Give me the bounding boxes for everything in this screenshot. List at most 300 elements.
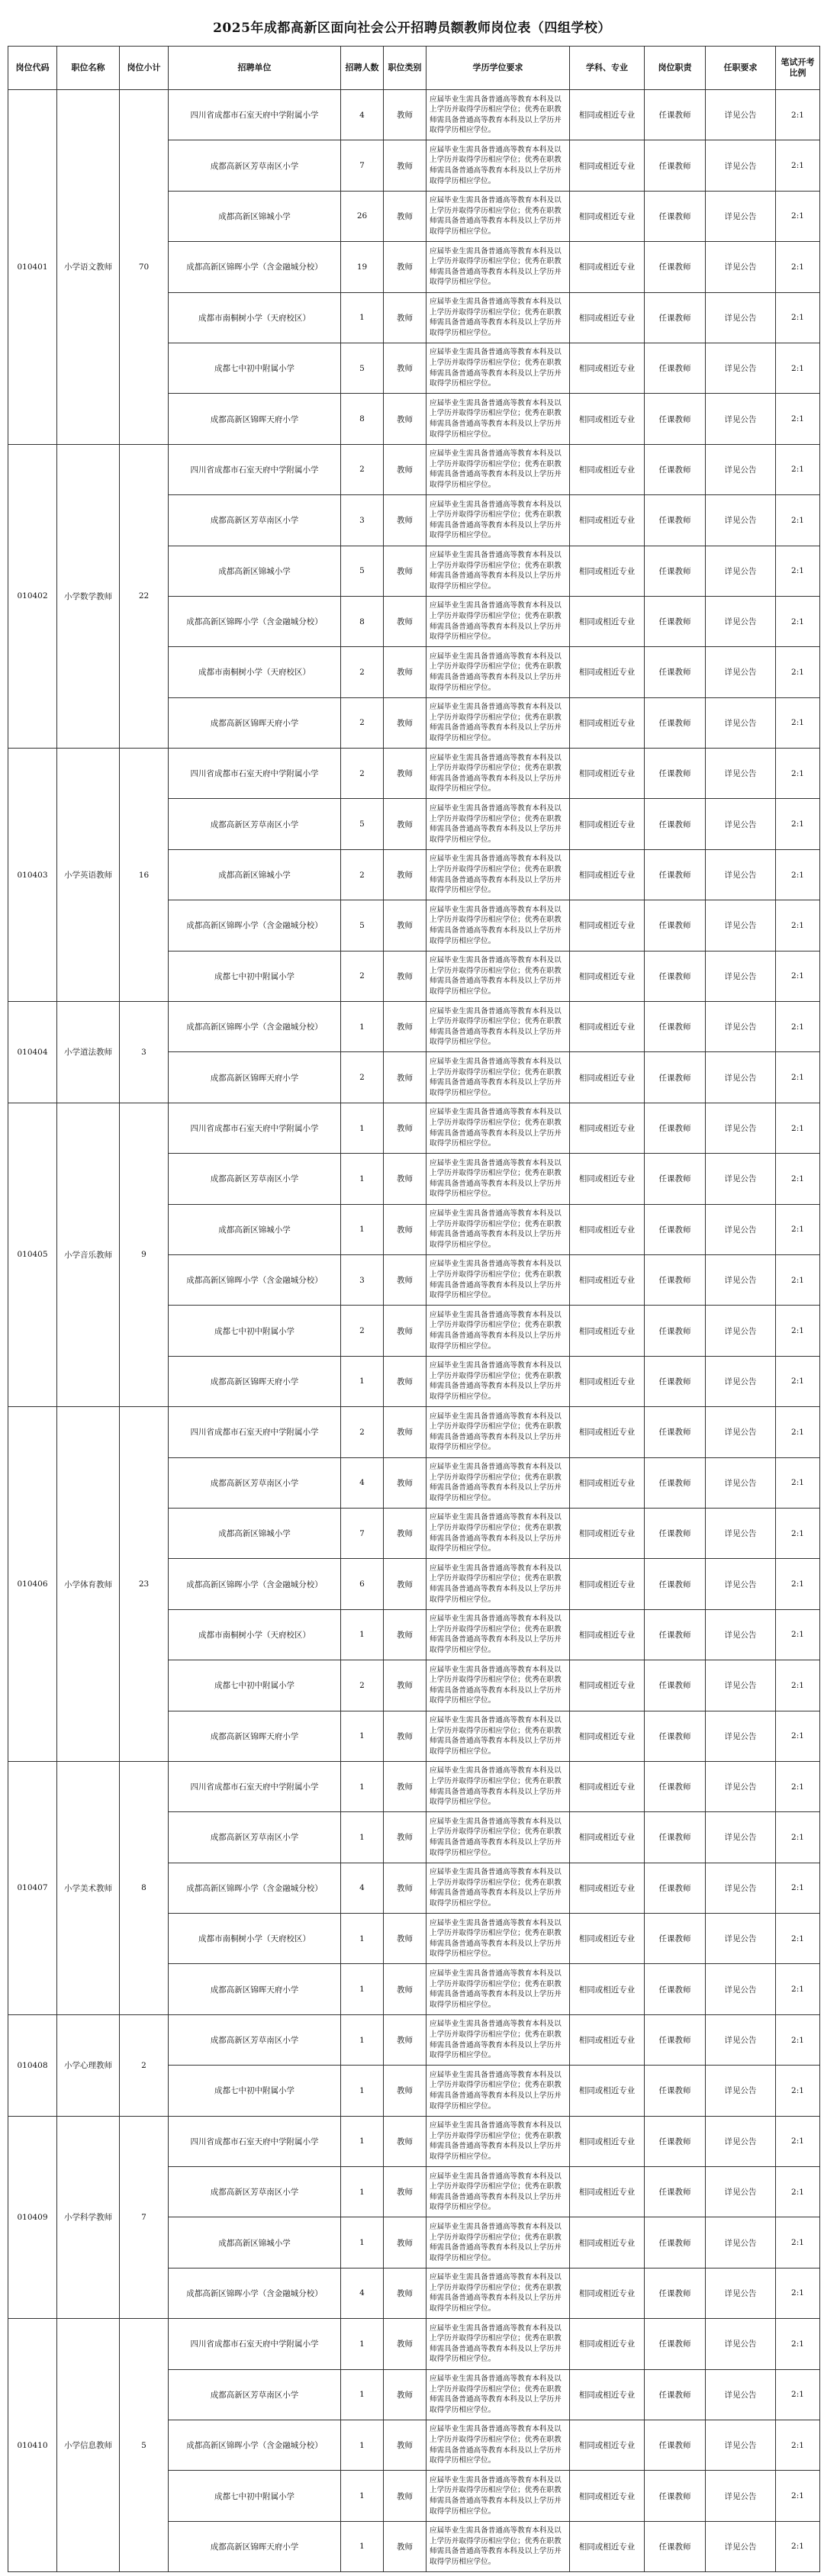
hiring-count: 2: [341, 647, 384, 697]
education-requirement: 应届毕业生需具备普通高等教育本科及以上学历并取得学历相应学位；优秀在职教师需具备普通高等教育本科及以上学历并取得学历相应学位。: [426, 1660, 570, 1711]
job-category: 教师: [384, 2521, 426, 2571]
hiring-unit: 四川省成都市石室天府中学附属小学: [169, 1761, 341, 1811]
education-requirement: 应届毕业生需具备普通高等教育本科及以上学历并取得学历相应学位；优秀在职教师需具备普通高等教育本科及以上学历并取得学历相应学位。: [426, 1761, 570, 1811]
subject-major: 相同或相近专业: [570, 191, 645, 241]
qualification: 详见公告: [706, 1103, 776, 1153]
hiring-count: 1: [341, 2167, 384, 2217]
education-requirement: 应届毕业生需具备普通高等教育本科及以上学历并取得学历相应学位；优秀在职教师需具备普通高等教育本科及以上学历并取得学历相应学位。: [426, 2014, 570, 2065]
education-requirement: 应届毕业生需具备普通高等教育本科及以上学历并取得学历相应学位；优秀在职教师需具备普通高等教育本科及以上学历并取得学历相应学位。: [426, 1407, 570, 1457]
exam-ratio: 2:1: [776, 1002, 820, 1052]
subject-major: 相同或相近专业: [570, 1863, 645, 1913]
exam-ratio: 2:1: [776, 140, 820, 191]
positions-table: [8, 46, 820, 2572]
subject-major: 相同或相近专业: [570, 596, 645, 646]
hiring-count: 1: [341, 2420, 384, 2470]
education-requirement: 应届毕业生需具备普通高等教育本科及以上学历并取得学历相应学位；优秀在职教师需具备普通高等教育本科及以上学历并取得学历相应学位。: [426, 2420, 570, 2470]
subject-major: 相同或相近专业: [570, 1508, 645, 1558]
job-category: 教师: [384, 951, 426, 1001]
qualification: 详见公告: [706, 1761, 776, 1811]
job-duty: 任课教师: [645, 1356, 706, 1406]
job-category: 教师: [384, 2369, 426, 2420]
education-requirement: 应届毕业生需具备普通高等教育本科及以上学历并取得学历相应学位；优秀在职教师需具备普通高等教育本科及以上学历并取得学历相应学位。: [426, 1964, 570, 2014]
education-requirement: 应届毕业生需具备普通高等教育本科及以上学历并取得学历相应学位；优秀在职教师需具备普通高等教育本科及以上学历并取得学历相应学位。: [426, 849, 570, 900]
qualification: 详见公告: [706, 1559, 776, 1609]
hiring-unit: 成都市南桐树小学（天府校区）: [169, 1609, 341, 1660]
header-cell: 招聘单位: [169, 47, 341, 90]
qualification: 详见公告: [706, 1356, 776, 1406]
hiring-count: 2: [341, 1306, 384, 1356]
hiring-count: 2: [341, 749, 384, 799]
hiring-unit: 成都高新区芳草南区小学: [169, 2369, 341, 2420]
hiring-unit: 成都高新区锦晖小学（含金融城分校）: [169, 2268, 341, 2318]
exam-ratio: 2:1: [776, 1306, 820, 1356]
table-row: [8, 1103, 820, 1153]
education-requirement: 应届毕业生需具备普通高等教育本科及以上学历并取得学历相应学位；优秀在职教师需具备普通高等教育本科及以上学历并取得学历相应学位。: [426, 2471, 570, 2521]
job-category: 教师: [384, 242, 426, 292]
job-category: 教师: [384, 1863, 426, 1913]
hiring-unit: 成都高新区锦晖天府小学: [169, 1356, 341, 1406]
job-duty: 任课教师: [645, 444, 706, 494]
job-duty: 任课教师: [645, 849, 706, 900]
hiring-count: 1: [341, 2521, 384, 2571]
job-duty: 任课教师: [645, 1002, 706, 1052]
job-category: 教师: [384, 1812, 426, 1863]
education-requirement: 应届毕业生需具备普通高等教育本科及以上学历并取得学历相应学位；优秀在职教师需具备普通高等教育本科及以上学历并取得学历相应学位。: [426, 1306, 570, 1356]
job-category: 教师: [384, 292, 426, 343]
education-requirement: 应届毕业生需具备普通高等教育本科及以上学历并取得学历相应学位；优秀在职教师需具备普通高等教育本科及以上学历并取得学历相应学位。: [426, 1052, 570, 1103]
hiring-unit: 成都高新区锦晖天府小学: [169, 1711, 341, 1761]
exam-ratio: 2:1: [776, 2116, 820, 2166]
job-duty: 任课教师: [645, 1660, 706, 1711]
exam-ratio: 2:1: [776, 2066, 820, 2116]
qualification: 详见公告: [706, 1964, 776, 2014]
subject-major: 相同或相近专业: [570, 394, 645, 444]
qualification: 详见公告: [706, 2014, 776, 2065]
exam-ratio: 2:1: [776, 1154, 820, 1204]
qualification: 详见公告: [706, 2521, 776, 2571]
qualification: 详见公告: [706, 647, 776, 697]
qualification: 详见公告: [706, 2116, 776, 2166]
hiring-count: 2: [341, 444, 384, 494]
table-row: [8, 2319, 820, 2369]
hiring-count: 26: [341, 191, 384, 241]
exam-ratio: 2:1: [776, 849, 820, 900]
hiring-unit: 成都高新区锦晖小学（含金融城分校）: [169, 1002, 341, 1052]
subject-major: 相同或相近专业: [570, 1052, 645, 1103]
education-requirement: 应届毕业生需具备普通高等教育本科及以上学历并取得学历相应学位；优秀在职教师需具备普通高等教育本科及以上学历并取得学历相应学位。: [426, 1863, 570, 1913]
job-category: 教师: [384, 1761, 426, 1811]
hiring-count: 5: [341, 799, 384, 849]
job-category: 教师: [384, 2471, 426, 2521]
education-requirement: 应届毕业生需具备普通高等教育本科及以上学历并取得学历相应学位；优秀在职教师需具备普通高等教育本科及以上学历并取得学历相应学位。: [426, 140, 570, 191]
subject-major: 相同或相近专业: [570, 1002, 645, 1052]
hiring-unit: 成都高新区锦晖小学（含金融城分校）: [169, 1254, 341, 1305]
position-code: 010408: [8, 2014, 57, 2116]
subject-major: 相同或相近专业: [570, 1457, 645, 1508]
exam-ratio: 2:1: [776, 799, 820, 849]
exam-ratio: 2:1: [776, 1204, 820, 1254]
hiring-unit: 成都高新区锦晖天府小学: [169, 1052, 341, 1103]
job-category: 教师: [384, 1407, 426, 1457]
hiring-count: 1: [341, 2217, 384, 2268]
hiring-count: 1: [341, 2319, 384, 2369]
hiring-count: 1: [341, 1914, 384, 1964]
position-name: 小学美术教师: [57, 1761, 120, 2014]
hiring-count: 2: [341, 951, 384, 1001]
exam-ratio: 2:1: [776, 951, 820, 1001]
subject-major: 相同或相近专业: [570, 799, 645, 849]
position-subtotal: 8: [120, 1761, 169, 2014]
subject-major: 相同或相近专业: [570, 2014, 645, 2065]
education-requirement: 应届毕业生需具备普通高等教育本科及以上学历并取得学历相应学位；优秀在职教师需具备普通高等教育本科及以上学历并取得学历相应学位。: [426, 495, 570, 546]
hiring-count: 4: [341, 1457, 384, 1508]
exam-ratio: 2:1: [776, 1660, 820, 1711]
education-requirement: 应届毕业生需具备普通高等教育本科及以上学历并取得学历相应学位；优秀在职教师需具备普通高等教育本科及以上学历并取得学历相应学位。: [426, 1508, 570, 1558]
hiring-unit: 成都高新区锦晖小学（含金融城分校）: [169, 1863, 341, 1913]
hiring-count: 1: [341, 1154, 384, 1204]
table-row: [8, 90, 820, 140]
education-requirement: 应届毕业生需具备普通高等教育本科及以上学历并取得学历相应学位；优秀在职教师需具备普通高等教育本科及以上学历并取得学历相应学位。: [426, 1154, 570, 1204]
hiring-unit: 成都高新区锦城小学: [169, 1204, 341, 1254]
hiring-count: 7: [341, 1508, 384, 1558]
hiring-unit: 成都七中初中附属小学: [169, 2471, 341, 2521]
hiring-unit: 成都高新区锦城小学: [169, 191, 341, 241]
education-requirement: 应届毕业生需具备普通高等教育本科及以上学历并取得学历相应学位；优秀在职教师需具备普通高等教育本科及以上学历并取得学历相应学位。: [426, 1609, 570, 1660]
position-code: 010403: [8, 749, 57, 1002]
job-category: 教师: [384, 2420, 426, 2470]
header-row: [8, 47, 820, 90]
hiring-count: 1: [341, 2116, 384, 2166]
education-requirement: 应届毕业生需具备普通高等教育本科及以上学历并取得学历相应学位；优秀在职教师需具备普通高等教育本科及以上学历并取得学历相应学位。: [426, 1711, 570, 1761]
subject-major: 相同或相近专业: [570, 2420, 645, 2470]
qualification: 详见公告: [706, 596, 776, 646]
position-name: 小学科学教师: [57, 2116, 120, 2319]
subject-major: 相同或相近专业: [570, 2217, 645, 2268]
job-duty: 任课教师: [645, 1914, 706, 1964]
position-subtotal: 5: [120, 2319, 169, 2572]
position-code: 010406: [8, 1407, 57, 1762]
education-requirement: 应届毕业生需具备普通高等教育本科及以上学历并取得学历相应学位；优秀在职教师需具备普通高等教育本科及以上学历并取得学历相应学位。: [426, 749, 570, 799]
job-category: 教师: [384, 546, 426, 596]
job-duty: 任课教师: [645, 799, 706, 849]
position-code: 010407: [8, 1761, 57, 2014]
job-duty: 任课教师: [645, 1863, 706, 1913]
hiring-unit: 成都市南桐树小学（天府校区）: [169, 292, 341, 343]
subject-major: 相同或相近专业: [570, 1306, 645, 1356]
exam-ratio: 2:1: [776, 1914, 820, 1964]
job-category: 教师: [384, 1508, 426, 1558]
job-duty: 任课教师: [645, 1508, 706, 1558]
qualification: 详见公告: [706, 951, 776, 1001]
qualification: 详见公告: [706, 1914, 776, 1964]
job-duty: 任课教师: [645, 2014, 706, 2065]
education-requirement: 应届毕业生需具备普通高等教育本科及以上学历并取得学历相应学位；优秀在职教师需具备普通高等教育本科及以上学历并取得学历相应学位。: [426, 1914, 570, 1964]
position-subtotal: 2: [120, 2014, 169, 2116]
education-requirement: 应届毕业生需具备普通高等教育本科及以上学历并取得学历相应学位；优秀在职教师需具备普通高等教育本科及以上学历并取得学历相应学位。: [426, 1559, 570, 1609]
hiring-count: 1: [341, 1964, 384, 2014]
hiring-count: 4: [341, 90, 384, 140]
table-row: [8, 444, 820, 494]
exam-ratio: 2:1: [776, 1863, 820, 1913]
job-duty: 任课教师: [645, 495, 706, 546]
subject-major: 相同或相近专业: [570, 1204, 645, 1254]
header-cell: 笔试开考比例: [776, 47, 820, 90]
hiring-count: 2: [341, 1407, 384, 1457]
hiring-unit: 成都高新区芳草南区小学: [169, 2167, 341, 2217]
qualification: 详见公告: [706, 546, 776, 596]
job-duty: 任课教师: [645, 90, 706, 140]
header-cell: 学科、专业: [570, 47, 645, 90]
position-name: 小学心理教师: [57, 2014, 120, 2116]
qualification: 详见公告: [706, 900, 776, 951]
job-duty: 任课教师: [645, 1204, 706, 1254]
hiring-count: 1: [341, 292, 384, 343]
header-cell: 学历学位要求: [426, 47, 570, 90]
job-category: 教师: [384, 2217, 426, 2268]
education-requirement: 应届毕业生需具备普通高等教育本科及以上学历并取得学历相应学位；优秀在职教师需具备普通高等教育本科及以上学历并取得学历相应学位。: [426, 900, 570, 951]
exam-ratio: 2:1: [776, 1103, 820, 1153]
exam-ratio: 2:1: [776, 546, 820, 596]
job-category: 教师: [384, 1356, 426, 1406]
header-cell: 任职要求: [706, 47, 776, 90]
education-requirement: 应届毕业生需具备普通高等教育本科及以上学历并取得学历相应学位；优秀在职教师需具备普通高等教育本科及以上学历并取得学历相应学位。: [426, 444, 570, 494]
page-title: 2025年成都高新区面向社会公开招聘员额教师岗位表（四组学校）: [213, 21, 611, 36]
job-category: 教师: [384, 2167, 426, 2217]
position-subtotal: 70: [120, 90, 169, 445]
qualification: 详见公告: [706, 749, 776, 799]
job-duty: 任课教师: [645, 2521, 706, 2571]
hiring-count: 1: [341, 1761, 384, 1811]
hiring-count: 1: [341, 1812, 384, 1863]
hiring-count: 1: [341, 1204, 384, 1254]
header-cell: 岗位代码: [8, 47, 57, 90]
hiring-unit: 四川省成都市石室天府中学附属小学: [169, 749, 341, 799]
hiring-count: 5: [341, 343, 384, 393]
header-cell: 职位名称: [57, 47, 120, 90]
hiring-unit: 成都高新区芳草南区小学: [169, 1154, 341, 1204]
qualification: 详见公告: [706, 1457, 776, 1508]
hiring-count: 1: [341, 1711, 384, 1761]
education-requirement: 应届毕业生需具备普通高等教育本科及以上学历并取得学历相应学位；优秀在职教师需具备普通高等教育本科及以上学历并取得学历相应学位。: [426, 2521, 570, 2571]
hiring-count: 19: [341, 242, 384, 292]
qualification: 详见公告: [706, 2471, 776, 2521]
hiring-unit: 成都高新区锦晖小学（含金融城分校）: [169, 900, 341, 951]
subject-major: 相同或相近专业: [570, 749, 645, 799]
exam-ratio: 2:1: [776, 596, 820, 646]
exam-ratio: 2:1: [776, 1356, 820, 1406]
position-name: 小学信息教师: [57, 2319, 120, 2572]
hiring-count: 8: [341, 394, 384, 444]
position-code: 010410: [8, 2319, 57, 2572]
hiring-unit: 成都市南桐树小学（天府校区）: [169, 1914, 341, 1964]
subject-major: 相同或相近专业: [570, 2167, 645, 2217]
subject-major: 相同或相近专业: [570, 2116, 645, 2166]
hiring-count: 1: [341, 1356, 384, 1406]
exam-ratio: 2:1: [776, 2420, 820, 2470]
qualification: 详见公告: [706, 1052, 776, 1103]
hiring-unit: 四川省成都市石室天府中学附属小学: [169, 2116, 341, 2166]
job-category: 教师: [384, 1660, 426, 1711]
hiring-count: 1: [341, 2369, 384, 2420]
hiring-unit: 成都高新区锦晖小学（含金融城分校）: [169, 596, 341, 646]
job-category: 教师: [384, 394, 426, 444]
subject-major: 相同或相近专业: [570, 900, 645, 951]
qualification: 详见公告: [706, 292, 776, 343]
hiring-unit: 成都高新区锦城小学: [169, 849, 341, 900]
hiring-unit: 成都七中初中附属小学: [169, 343, 341, 393]
qualification: 详见公告: [706, 1154, 776, 1204]
hiring-unit: 成都高新区芳草南区小学: [169, 1457, 341, 1508]
job-category: 教师: [384, 1914, 426, 1964]
hiring-unit: 成都高新区锦城小学: [169, 546, 341, 596]
qualification: 详见公告: [706, 1306, 776, 1356]
subject-major: 相同或相近专业: [570, 1964, 645, 2014]
job-category: 教师: [384, 596, 426, 646]
position-code: 010404: [8, 1002, 57, 1103]
table-body: [8, 90, 820, 2572]
job-duty: 任课教师: [645, 191, 706, 241]
job-category: 教师: [384, 2116, 426, 2166]
position-subtotal: 9: [120, 1103, 169, 1406]
subject-major: 相同或相近专业: [570, 1407, 645, 1457]
job-category: 教师: [384, 1711, 426, 1761]
subject-major: 相同或相近专业: [570, 2319, 645, 2369]
exam-ratio: 2:1: [776, 749, 820, 799]
table-row: [8, 2014, 820, 2065]
job-duty: 任课教师: [645, 1254, 706, 1305]
education-requirement: 应届毕业生需具备普通高等教育本科及以上学历并取得学历相应学位；优秀在职教师需具备普通高等教育本科及以上学历并取得学历相应学位。: [426, 2167, 570, 2217]
job-duty: 任课教师: [645, 2116, 706, 2166]
job-duty: 任课教师: [645, 1559, 706, 1609]
header-cell: 招聘人数: [341, 47, 384, 90]
exam-ratio: 2:1: [776, 444, 820, 494]
exam-ratio: 2:1: [776, 394, 820, 444]
hiring-count: 4: [341, 2268, 384, 2318]
subject-major: 相同或相近专业: [570, 951, 645, 1001]
subject-major: 相同或相近专业: [570, 1711, 645, 1761]
subject-major: 相同或相近专业: [570, 1914, 645, 1964]
job-duty: 任课教师: [645, 2319, 706, 2369]
job-category: 教师: [384, 495, 426, 546]
qualification: 详见公告: [706, 2167, 776, 2217]
subject-major: 相同或相近专业: [570, 140, 645, 191]
hiring-count: 8: [341, 596, 384, 646]
position-code: 010402: [8, 444, 57, 748]
table-row: [8, 1407, 820, 1457]
subject-major: 相同或相近专业: [570, 2521, 645, 2571]
exam-ratio: 2:1: [776, 1457, 820, 1508]
job-duty: 任课教师: [645, 140, 706, 191]
qualification: 详见公告: [706, 2319, 776, 2369]
qualification: 详见公告: [706, 1002, 776, 1052]
subject-major: 相同或相近专业: [570, 242, 645, 292]
job-duty: 任课教师: [645, 1457, 706, 1508]
subject-major: 相同或相近专业: [570, 546, 645, 596]
qualification: 详见公告: [706, 1204, 776, 1254]
job-category: 教师: [384, 140, 426, 191]
subject-major: 相同或相近专业: [570, 647, 645, 697]
table-row: [8, 1002, 820, 1052]
header-cell: 岗位小计: [120, 47, 169, 90]
job-category: 教师: [384, 1559, 426, 1609]
hiring-unit: 成都高新区芳草南区小学: [169, 2014, 341, 2065]
hiring-count: 2: [341, 1660, 384, 1711]
job-duty: 任课教师: [645, 2420, 706, 2470]
position-name: 小学体育教师: [57, 1407, 120, 1762]
hiring-count: 1: [341, 1103, 384, 1153]
subject-major: 相同或相近专业: [570, 697, 645, 748]
education-requirement: 应届毕业生需具备普通高等教育本科及以上学历并取得学历相应学位；优秀在职教师需具备普通高等教育本科及以上学历并取得学历相应学位。: [426, 191, 570, 241]
education-requirement: 应届毕业生需具备普通高等教育本科及以上学历并取得学历相应学位；优秀在职教师需具备普通高等教育本科及以上学历并取得学历相应学位。: [426, 242, 570, 292]
education-requirement: 应届毕业生需具备普通高等教育本科及以上学历并取得学历相应学位；优秀在职教师需具备普通高等教育本科及以上学历并取得学历相应学位。: [426, 951, 570, 1001]
exam-ratio: 2:1: [776, 1559, 820, 1609]
qualification: 详见公告: [706, 2217, 776, 2268]
exam-ratio: 2:1: [776, 90, 820, 140]
subject-major: 相同或相近专业: [570, 2369, 645, 2420]
position-subtotal: 3: [120, 1002, 169, 1103]
hiring-unit: 成都高新区锦晖小学（含金融城分校）: [169, 1559, 341, 1609]
exam-ratio: 2:1: [776, 495, 820, 546]
qualification: 详见公告: [706, 1609, 776, 1660]
exam-ratio: 2:1: [776, 2167, 820, 2217]
education-requirement: 应届毕业生需具备普通高等教育本科及以上学历并取得学历相应学位；优秀在职教师需具备普通高等教育本科及以上学历并取得学历相应学位。: [426, 292, 570, 343]
education-requirement: 应届毕业生需具备普通高等教育本科及以上学历并取得学历相应学位；优秀在职教师需具备普通高等教育本科及以上学历并取得学历相应学位。: [426, 647, 570, 697]
position-name: 小学道法教师: [57, 1002, 120, 1103]
hiring-count: 1: [341, 1609, 384, 1660]
hiring-unit: 四川省成都市石室天府中学附属小学: [169, 90, 341, 140]
exam-ratio: 2:1: [776, 2014, 820, 2065]
hiring-unit: 四川省成都市石室天府中学附属小学: [169, 1103, 341, 1153]
hiring-unit: 成都高新区锦城小学: [169, 2217, 341, 2268]
job-category: 教师: [384, 1306, 426, 1356]
education-requirement: 应届毕业生需具备普通高等教育本科及以上学历并取得学历相应学位；优秀在职教师需具备普通高等教育本科及以上学历并取得学历相应学位。: [426, 343, 570, 393]
subject-major: 相同或相近专业: [570, 1609, 645, 1660]
job-category: 教师: [384, 2066, 426, 2116]
job-duty: 任课教师: [645, 1609, 706, 1660]
hiring-unit: 四川省成都市石室天府中学附属小学: [169, 444, 341, 494]
table-row: [8, 2116, 820, 2166]
hiring-unit: 成都高新区锦晖天府小学: [169, 394, 341, 444]
education-requirement: 应届毕业生需具备普通高等教育本科及以上学历并取得学历相应学位；优秀在职教师需具备普通高等教育本科及以上学历并取得学历相应学位。: [426, 1812, 570, 1863]
hiring-unit: 成都高新区锦晖天府小学: [169, 2521, 341, 2571]
job-category: 教师: [384, 2014, 426, 2065]
hiring-count: 2: [341, 697, 384, 748]
qualification: 详见公告: [706, 2066, 776, 2116]
job-duty: 任课教师: [645, 1306, 706, 1356]
subject-major: 相同或相近专业: [570, 1812, 645, 1863]
exam-ratio: 2:1: [776, 1964, 820, 2014]
job-category: 教师: [384, 191, 426, 241]
hiring-count: 1: [341, 2014, 384, 2065]
subject-major: 相同或相近专业: [570, 1154, 645, 1204]
exam-ratio: 2:1: [776, 1508, 820, 1558]
hiring-unit: 成都高新区芳草南区小学: [169, 1812, 341, 1863]
qualification: 详见公告: [706, 444, 776, 494]
job-category: 教师: [384, 1964, 426, 2014]
position-name: 小学英语教师: [57, 749, 120, 1002]
job-duty: 任课教师: [645, 2369, 706, 2420]
job-duty: 任课教师: [645, 2066, 706, 2116]
exam-ratio: 2:1: [776, 1812, 820, 1863]
education-requirement: 应届毕业生需具备普通高等教育本科及以上学历并取得学历相应学位；优秀在职教师需具备普通高等教育本科及以上学历并取得学历相应学位。: [426, 2217, 570, 2268]
qualification: 详见公告: [706, 2369, 776, 2420]
exam-ratio: 2:1: [776, 2217, 820, 2268]
education-requirement: 应届毕业生需具备普通高等教育本科及以上学历并取得学历相应学位；优秀在职教师需具备普通高等教育本科及以上学历并取得学历相应学位。: [426, 2066, 570, 2116]
exam-ratio: 2:1: [776, 1761, 820, 1811]
hiring-unit: 成都高新区芳草南区小学: [169, 495, 341, 546]
position-subtotal: 23: [120, 1407, 169, 1762]
hiring-count: 7: [341, 140, 384, 191]
